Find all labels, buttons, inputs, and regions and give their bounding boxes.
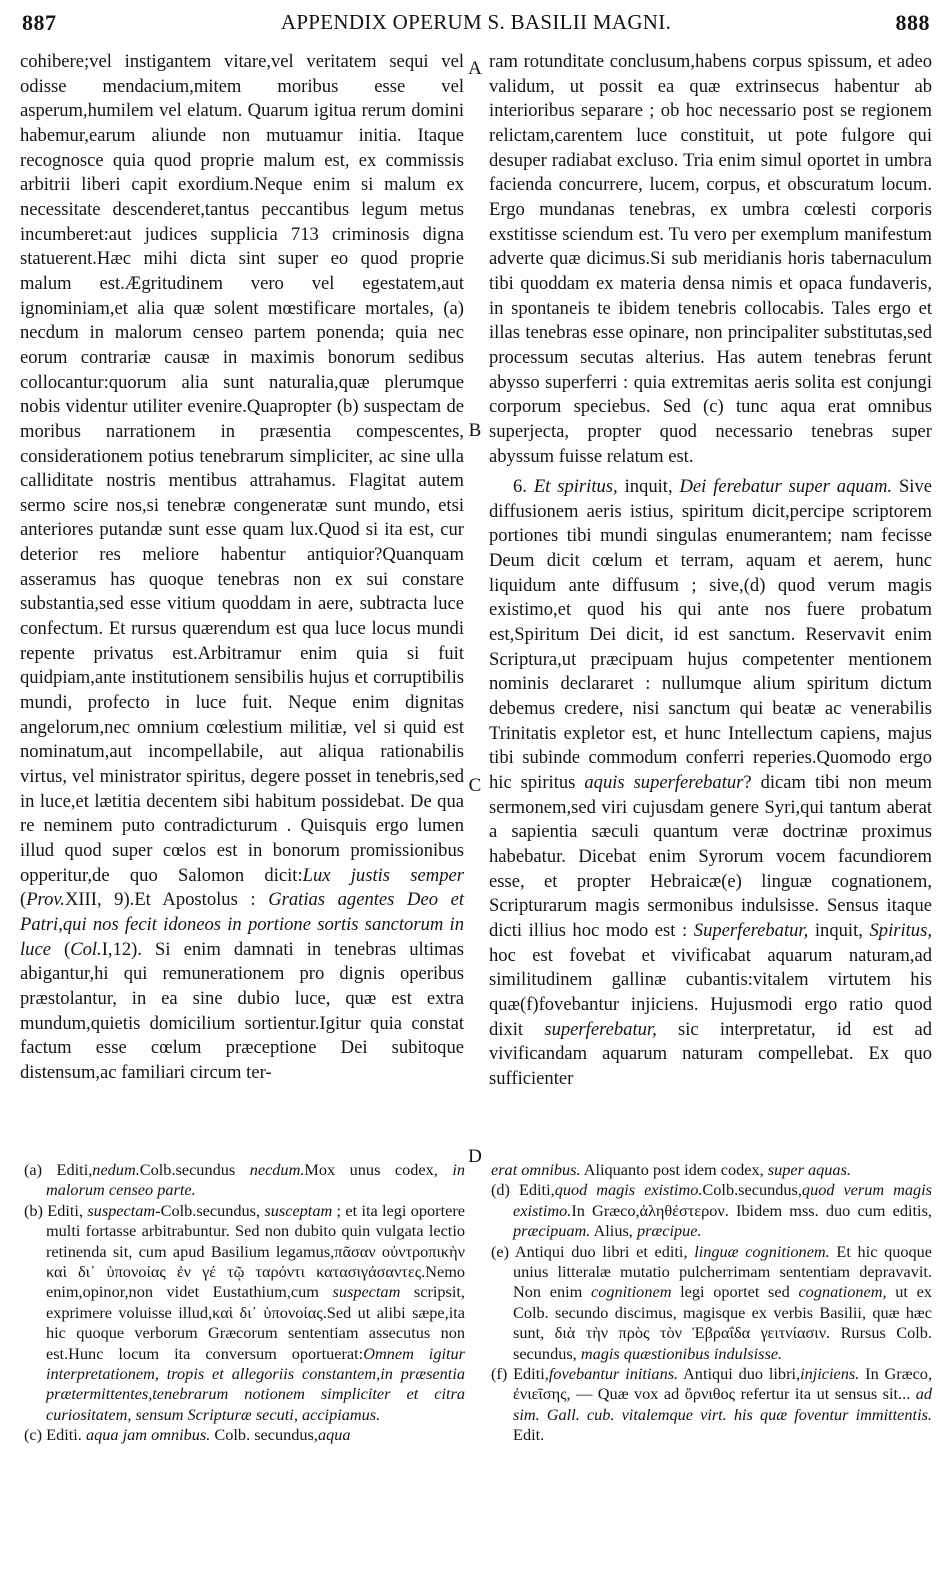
main-text-right-column <box>489 50 932 1092</box>
footnote-d: (d) Editi,quod magis existimo.Colb.secundus,quod verum magis existimo.In Græco,ἀληθέστερον. Ibidem mss. duo cum editis, præcipuam. Alius, præcipue. <box>491 1180 933 1241</box>
margin-marker-c: C <box>468 775 482 796</box>
body-paragraph: ram rotunditate conclusum,habens corpus spissum, et adeo validum, ut possit ea quæ extrinsecus habentur ab interioribus separare ; ob hoc necessario post se regionem relictam,carentem luce constituit, ut pote fulgore qui desuper radiabat excluso. Tria enim simul oportet in umbra facienda concurrere, lucem, corpus, et obscuratum locum. Ergo mundanas tenebras, ex umbra cœlesti corporis exstitisse sciendum est. Tu vero per exemplum manifestum adverte quæ dicimus.Si sub meridianis horis tabernaculum tibi quoddam ex materia densa nimis et opaca fundaveris, in spontaneis te ibidem tenebris collocabis. Tales ergo et illas tenebras esse opinare, non principaliter substitutas,sed processum secutas alterius. Has autem tenebras ferunt abysso superferri : quia extremitas aeris solita est conjungi corporum speciebus. Sed (c) tunc aqua erat omnibus superjecta, propter quod necessario tenebras super abyssum fuisse relatum est. <box>489 51 932 467</box>
page-number-right: 888 <box>895 10 930 35</box>
running-title: APPENDIX OPERUM S. BASILII MAGNI. <box>280 10 672 34</box>
footnote-a: (a) Editi,nedum.Colb.secundus necdum.Mox unus codex, in malorum censeo parte. <box>24 1160 466 1200</box>
footnote-f: (f) Editi,fovebantur initians. Antiqui duo libri,injiciens. In Græco, ἐνιεῖσης, — Quæ vox ad ὄρνιθος refertur ita ut sensus sit... ad sim. Gall. cub. vitalemque virt. his quæ foventur immittentis. Edit. <box>491 1364 933 1445</box>
body-paragraph: cohibere;vel instigantem vitare,vel veritatem sequi vel odisse mendacium,mitem moribus esse vel asperum,humilem vel elatum. Quarum igitua rerum domini habemur,earum aliunde non mutuamur initia. Itaque recognosce quia quod proprie malum est, ex commissis arbitrii liberi capit exordium.Neque enim si malum ex necessitate descenderet,tantus peccantibus legum metus incumberet:aut judices supplicia 713 criminosis digna statuerent.Hæc mihi dicta sint super eo quod proprie malum est.Ægritudinem vero vel egestatem,aut ignominiam,et alia quæ solent mœstificare mortales, (a) necdum in malorum censeo partem ponenda; quia nec eorum contrariæ causæ in maximis bonorum sedibus collocantur:quorum alia sunt naturalia,quæ plerumque nobis videntur utiliter evenire.Quapropter (b) suspectam de moribus narrationem in præsentia compescentes, considerationem potius tenebrarum simpliciter, ac sine ulla calliditate nostris mentibus attrahamus. Flagitat autem sermo scire nos,si tenebræ congeneratæ sunt mundo, etsi anteriores putandæ sunt esse quam lux.Quod si ita est, cur deterior res meliore habentur antiquior?Quanquam asseramus has quoque tenebras non ex sui constare substantia,sed esse vitium quoddam in aere, subtracta luce confectum. Et rursus quærendum est qua luce locus mundi repente privatus est.Arbitramur enim quia si fuit quidpiam,ante institutionem sensibilis hujus et corruptibilis mundi, profecto in luce fuit. Neque enim dignitas angelorum,nec omnium cœlestium militiæ, vel si quid est nominatum,aut incompellabile, aut aliqua rationabilis virtus, vel ministrator spiritus, degere posset in tenebris,sed in luce,et lætitia decentem sibi habitum possidebat. De qua re neminem puto contradicturum . Quisquis ergo lumen illud quod super cœlos est in bonorum promissionibus opperitur,de quo Salomon dicit:Lux justis semper (Prov.XIII, 9).Et Apostolus : Gratias agentes Deo et Patri,qui nos fecit idoneos in portione sortis sanctorum in luce (Col.I,12). Si enim damnati in tenebras ultimas abigantur,hi qui remunerationem pro dignis operibus præstolantur, in ea sine dubio luce, quæ est extra mundum,quietis domicilium sortientur.Igitur quia constat factum esse cœlum præceptione Dei subitoque distensum,ac familiari circum ter- <box>20 51 465 1083</box>
margin-marker-a: A <box>468 58 482 79</box>
footnote-c: (c) Editi. aqua jam omnibus. Colb. secundus,aqua <box>24 1425 351 1445</box>
margin-marker-d: D <box>468 1146 482 1167</box>
footnote-e: (e) Antiqui duo libri et editi, linguæ cognitionem. Et hic quoque unius litteralæ mutatio pulcherrimam sententiam depravavit. Non enim cognitionem legi oportet sed cognationem, ut ex Colb. secundo discimus, magisque ex verbis Basilii, quæ hæc sunt, διὰ τὴν πρὸς τὸν Ἑβραΐδα γειτνίασιν. Rursus Colb. secundus, magis quæstionibus indulsisse. <box>491 1241 933 1363</box>
footnotes-left-column <box>24 1160 465 1446</box>
footnotes-right-column <box>491 1160 932 1446</box>
main-text-left-column <box>20 50 464 1086</box>
page-number-left: 887 <box>22 10 57 35</box>
footnote-b: (b) Editi, suspectam-Colb.secundus, susceptam ; et ita legi oportere multi fortasse arbitrabuntur. Sed non dubito quin vulgata lectio retinenda sit, cum apud Basilium legamus,πᾶσαν οὐντροπικὴν καὶ δι᾽ ὑπονοίας ἐν γέ τῷ ταρόντι κατασιγάσαντες.Nemo enim,opinor,non videt Eustathium,cum suspectam scripsit, exprimere voluisse illud,καὶ δι᾽ ὑπονοίας.Sed ut alibi sæpe,ita hic quoque verborum Græcorum sententiam assecutus non est.Hunc locum ita conversum oportuerat:Omnem igitur interpretationem, tropis et allegoriis constantem,in præsentia prætermittentes,tenebrarum notionem simpliciter et citra curiositatem, sensum Scripturæ secuti, accipiamus. <box>24 1200 465 1424</box>
page-header <box>0 0 952 40</box>
footnote-c-continued: erat omnibus. Aliquanto post idem codex, super aquas. <box>491 1160 851 1179</box>
margin-marker-b: B <box>468 420 482 441</box>
body-paragraph-section-6: 6. Et spiritus, inquit, Dei ferebatur super aquam. Sive diffusionem aeris istius, spiritum dicit,percipe scriptorem portiones tibi mundi singulas enumerantem; nam fecisse Deum dicit cœlum et terram, aquam et aerem, hunc liquidum ante diffusum ; sive,(d) quod verum magis existimo,et quod his qui ante nos fuere probatum est,Spiritum Dei dicit, id est sanctum. Reservavit enim Scriptura,ut præcipuam hujus competenter mentionem nominis declararet : nullumque alium spiritum dictum debemus credere, nisi sanctum qui beatæ ac venerabilis Trinitatis expletor est, et hunc Intellectum capiens, majus tibi subinde commodum conferri reperies.Quomodo ergo hic spiritus aquis superferebatur? dicam tibi non meum sermonem,sed viri cujusdam genere Syri,qui tantum aberat a sapientia sæculi quantum veræ doctrinæ proximus habebatur. Dicebat enim Syrorum vocem facundiorem esse, et propter Hebraicæ(e) linguæ cognationem, Scripturarum magis sermonibus indulsisse. Sensus itaque dicti illius hoc modo est : Superferebatur, inquit, Spiritus, hoc est fovebat et vivificabat aquarum naturam,ad similitudinem gallinæ cubantis:vitalem virtutem his quæ(f)fovebantur injiciens. Hujusmodi ergo ratio quod dixit superferebatur, sic interpretatur, id est ad vivificandam aquarum naturam compellebat. Ex quo sufficienter <box>489 476 932 1089</box>
